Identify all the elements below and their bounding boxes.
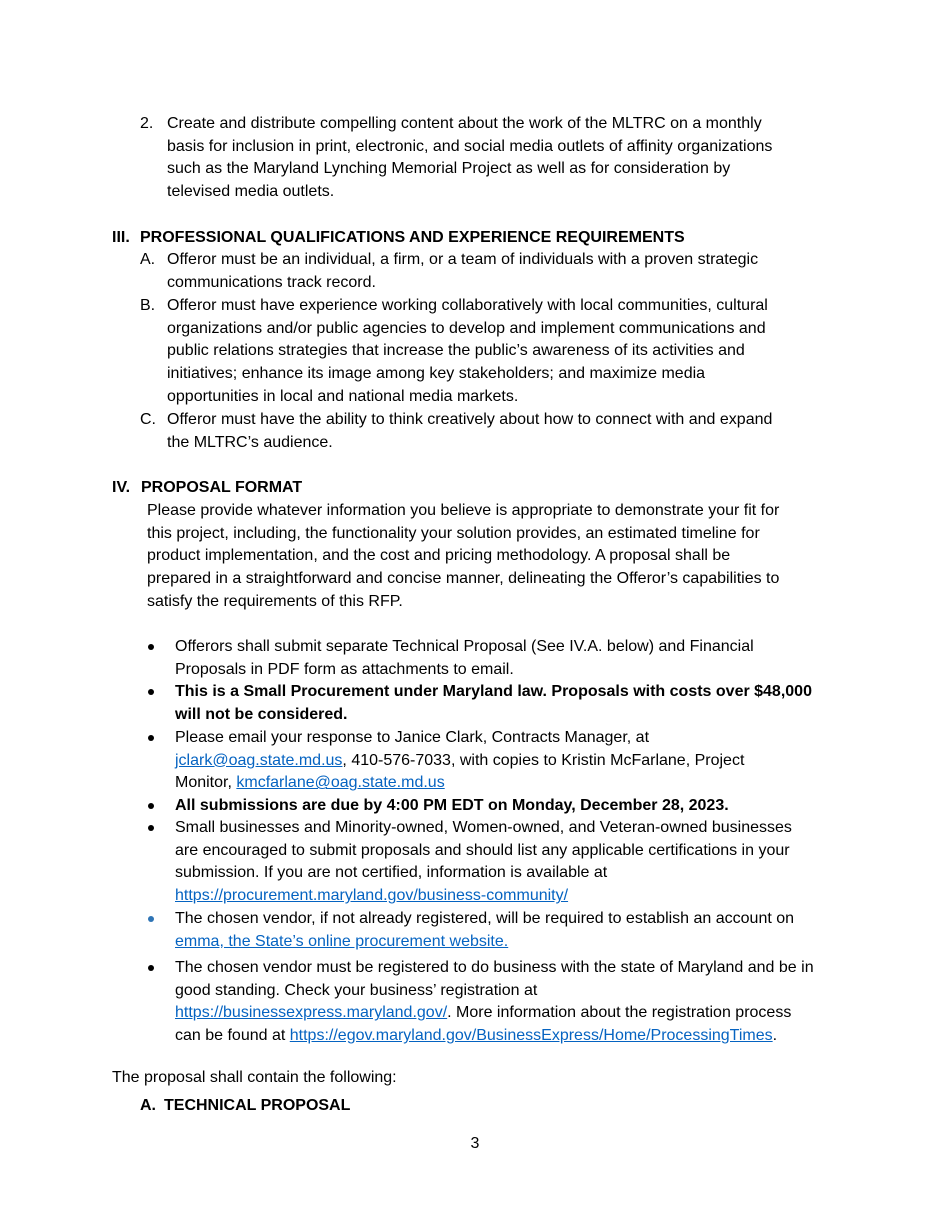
bullet-icon [148,644,154,650]
procurement-link[interactable]: https://procurement.maryland.gov/business-community/ [175,887,569,905]
closing-paragraph: The proposal shall contain the following: [112,1069,397,1086]
email-link-jclark[interactable]: jclark@oag.state.md.us [175,751,343,769]
processing-times-link[interactable]: https://egov.maryland.gov/BusinessExpress/Home/ProcessingTimes [289,1027,773,1045]
bullet-icon [148,825,154,831]
bullet-item-text: The chosen vendor must be registered to do business with the state of Maryland and be in good standing. Check your business’ registration at https://businessexpress.maryland.gov/. More information about the registration process can be found at https://egov.maryland.gov/BusinessExpress/Home/ProcessingTimes. [175,959,814,1045]
list-letter: C. [140,411,156,428]
section-heading: PROFESSIONAL QUALIFICATIONS AND EXPERIENCE REQUIREMENTS [140,229,685,246]
deadline-text: All submissions are due by 4:00 PM EDT on Monday, December 28, 2023. [175,797,729,814]
email-link-kmcfarlane[interactable]: kmcfarlane@oag.state.md.us [236,774,445,792]
section-intro-paragraph: Please provide whatever information you believe is appropriate to demonstrate your fit for this project, including, the functionality your solution provides, an estimated timeline for product implementation, and the cost and pricing methodology. A proposal shall be prepared in a straightforward and concise manner, delineating the Offeror’s capabilities to satisfy the requirements of this RFP. [147,502,780,610]
subsection-heading: TECHNICAL PROPOSAL [164,1097,351,1114]
list-letter: B. [140,297,156,314]
list-item-c-text: Offeror must have the ability to think creatively about how to connect with and expand the MLTRC’s audience. [167,411,773,451]
list-item-b-text: Offeror must have experience working collaboratively with local communities, cultural organizations and/or public agencies to develop and implement communications and public relations strategies that increase the public’s awareness of its activities and initiatives; enhance its image among key stakeholders; and maximize media opportunities in local and national media markets. [167,297,768,405]
emma-link[interactable]: emma, the State’s online procurement website. [175,932,509,950]
list-number: 2. [140,115,154,132]
section-heading: PROPOSAL FORMAT [141,479,303,496]
bullet-icon [148,689,154,695]
subsection-letter: A. [140,1097,156,1114]
section-number: IV. [112,479,131,496]
bullet-item-text: Small businesses and Minority-owned, Women-owned, and Veteran-owned businesses are encouraged to submit proposals and should list any applicable certifications in your submission. If you are not certified, information is available at https://procurement.maryland.gov/business-community/ [175,819,792,905]
section-number: III. [112,229,130,246]
businessexpress-link[interactable]: https://businessexpress.maryland.gov/ [175,1004,448,1022]
list-letter: A. [140,251,156,268]
bullet-icon [148,965,154,971]
page-number: 3 [470,1135,480,1152]
list-item-2-text: Create and distribute compelling content about the work of the MLTRC on a monthly basis for inclusion in print, electronic, and social media outlets of affinity organizations such as the Maryland Lynching Memorial Project as well as for consideration by televised media outlets. [167,115,773,201]
bullet-item-text: The chosen vendor, if not already registered, will be required to establish an account on emma, the State’s online procurement website. [175,910,795,950]
bullet-item-text-bold: This is a Small Procurement under Maryland law. Proposals with costs over $48,000 will not be considered. [175,683,812,723]
list-item-a-text: Offeror must be an individual, a firm, or a team of individuals with a proven strategic communications track record. [167,251,759,291]
bullet-item-text: Offerors shall submit separate Technical Proposal (See IV.A. below) and Financial Proposals in PDF form as attachments to email. [175,638,754,678]
bullet-icon [148,916,154,922]
bullet-item-text: Please email your response to Janice Clark, Contracts Manager, at jclark@oag.state.md.us, 410-576-7033, with copies to Kristin McFarlane, Project Monitor, kmcfarlane@oag.state.md.us [175,729,745,792]
bullet-icon [148,735,154,741]
bullet-icon [148,803,154,809]
